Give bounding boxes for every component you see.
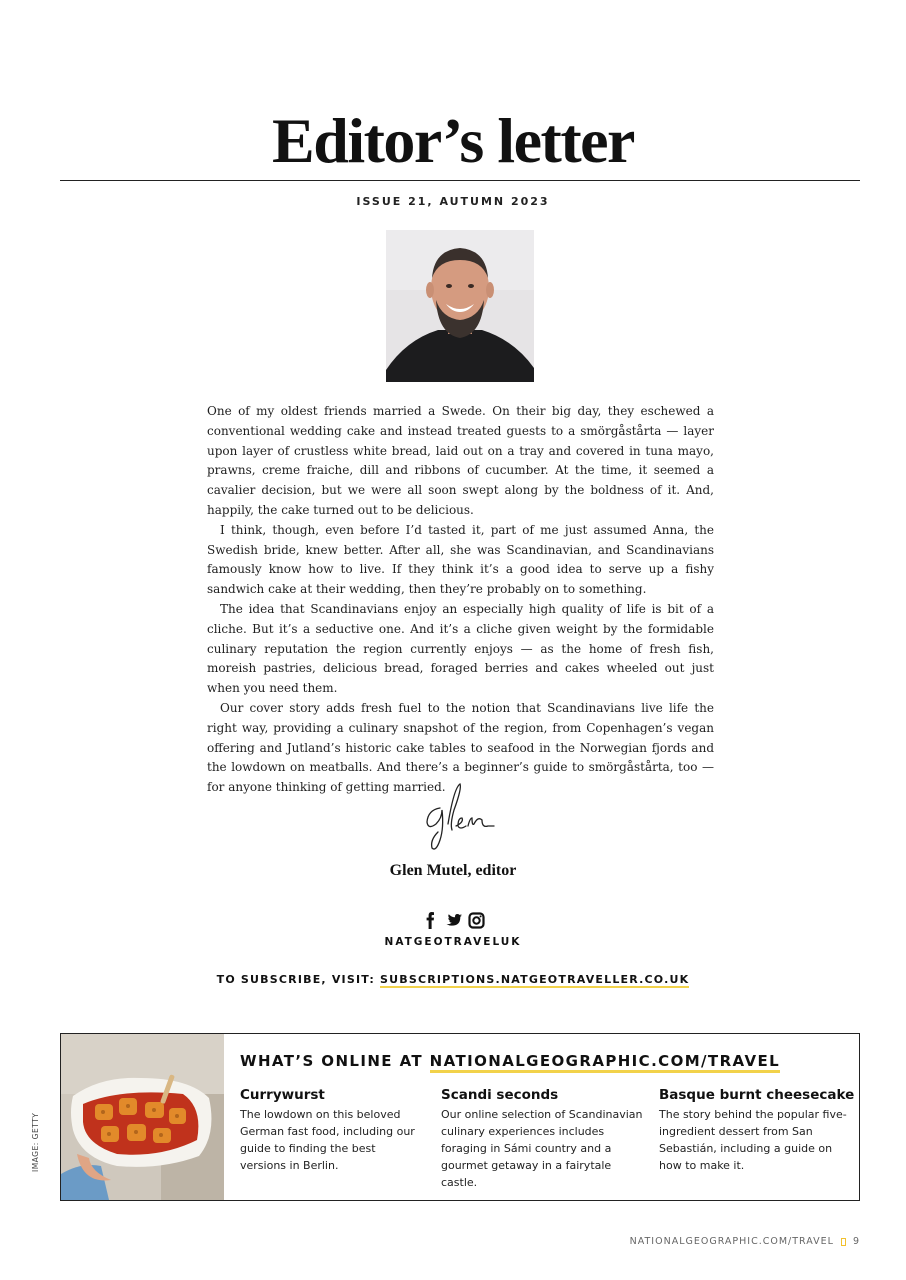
editor-name: Glen Mutel, editor (389, 862, 517, 879)
online-item[interactable] (441, 1087, 647, 1191)
online-item-title[interactable]: Basque burnt cheesecake (659, 1087, 855, 1103)
paragraph: The idea that Scandinavians enjoy an especially high quality of life is bit of a cliche. But it’s a seductive one. And it’s a cliche given weight by the formidable culinary reputation the region currently enjoys — as the home of fresh fish, moreish pastries, delicious bread, foraged berries and cakes wheeled out just when you need them. (207, 601, 714, 696)
image-credit: IMAGE: GETTY (31, 1112, 40, 1172)
social-handle[interactable]: NATGEOTRAVELUK (384, 936, 522, 948)
online-heading-prefix: WHAT’S ONLINE AT (240, 1052, 430, 1070)
paragraph: One of my oldest friends married a Swede. On their big day, they eschewed a conventional wedding cake and instead treated guests to a smörgåstårta — layer upon layer of crustless white bread, laid out on a tray and covered in tuna mayo, prawns, creme fraiche, dill and ribbons of cucumber. At the time, it seemed a cavalier decision, but we were all soon swept along by the boldness of it. And, happily, the cake turned out to be delicious. (207, 404, 714, 517)
online-item-text: Our online selection of Scandinavian culinary experiences includes foraging in Sámi country and a gourmet getaway in a fairytale castle. (441, 1108, 643, 1189)
online-heading (240, 1052, 780, 1070)
paragraph: Our cover story adds fresh fuel to the notion that Scandinavians live life the right way, providing a culinary snapshot of the region, from Copenhagen’s vegan offering and Jutland’s historic cake tables to seafood in the Norwegian fjords and the lowdown on meatballs. And there’s a beginner’s guide to smörgåstårta, too — for anyone thinking of getting married. (207, 700, 714, 795)
subscribe-line (0, 973, 906, 986)
letter-body (207, 402, 714, 798)
subscribe-label: TO SUBSCRIBE, VISIT: (216, 973, 380, 986)
subscribe-link[interactable]: SUBSCRIPTIONS.NATGEOTRAVELLER.CO.UK (379, 973, 690, 986)
title-divider (60, 180, 860, 181)
editor-portrait (386, 230, 534, 382)
online-item-text: The lowdown on this beloved German fast food, including our guide to finding the best versions in Berlin. (240, 1108, 415, 1172)
paragraph: I think, though, even before I’d tasted it, part of me just assumed Anna, the Swedish bride, knew better. After all, she was Scandinavian, and Scandinavians famously know how to live. If they think it’s a good idea to serve up a fishy sandwich cake at their wedding, then they’re probably on to something. (207, 522, 714, 597)
instagram-icon[interactable] (468, 912, 485, 929)
page-number: 9 (852, 1236, 860, 1247)
online-item-title[interactable]: Currywurst (240, 1087, 325, 1103)
online-item-text: The story behind the popular five-ingredient dessert from San Sebastián, including a guide on how to make it. (659, 1108, 847, 1172)
footer-square-icon (841, 1238, 846, 1246)
online-heading-link[interactable]: NATIONALGEOGRAPHIC.COM/TRAVEL (430, 1052, 780, 1073)
page-title: Editor’s letter (272, 105, 634, 176)
online-item-title[interactable]: Scandi seconds (441, 1087, 559, 1103)
footer-site: NATIONALGEOGRAPHIC.COM/TRAVEL (629, 1236, 834, 1247)
whats-online-box (60, 1033, 860, 1201)
twitter-icon[interactable] (445, 912, 462, 929)
social-links (0, 912, 906, 929)
online-item[interactable] (659, 1087, 855, 1174)
signature (418, 780, 502, 854)
page-footer (630, 1236, 860, 1247)
issue-label: ISSUE 21, AUTUMN 2023 (356, 195, 550, 208)
online-item[interactable] (240, 1087, 424, 1174)
currywurst-photo (61, 1034, 224, 1200)
facebook-icon[interactable] (422, 912, 439, 929)
